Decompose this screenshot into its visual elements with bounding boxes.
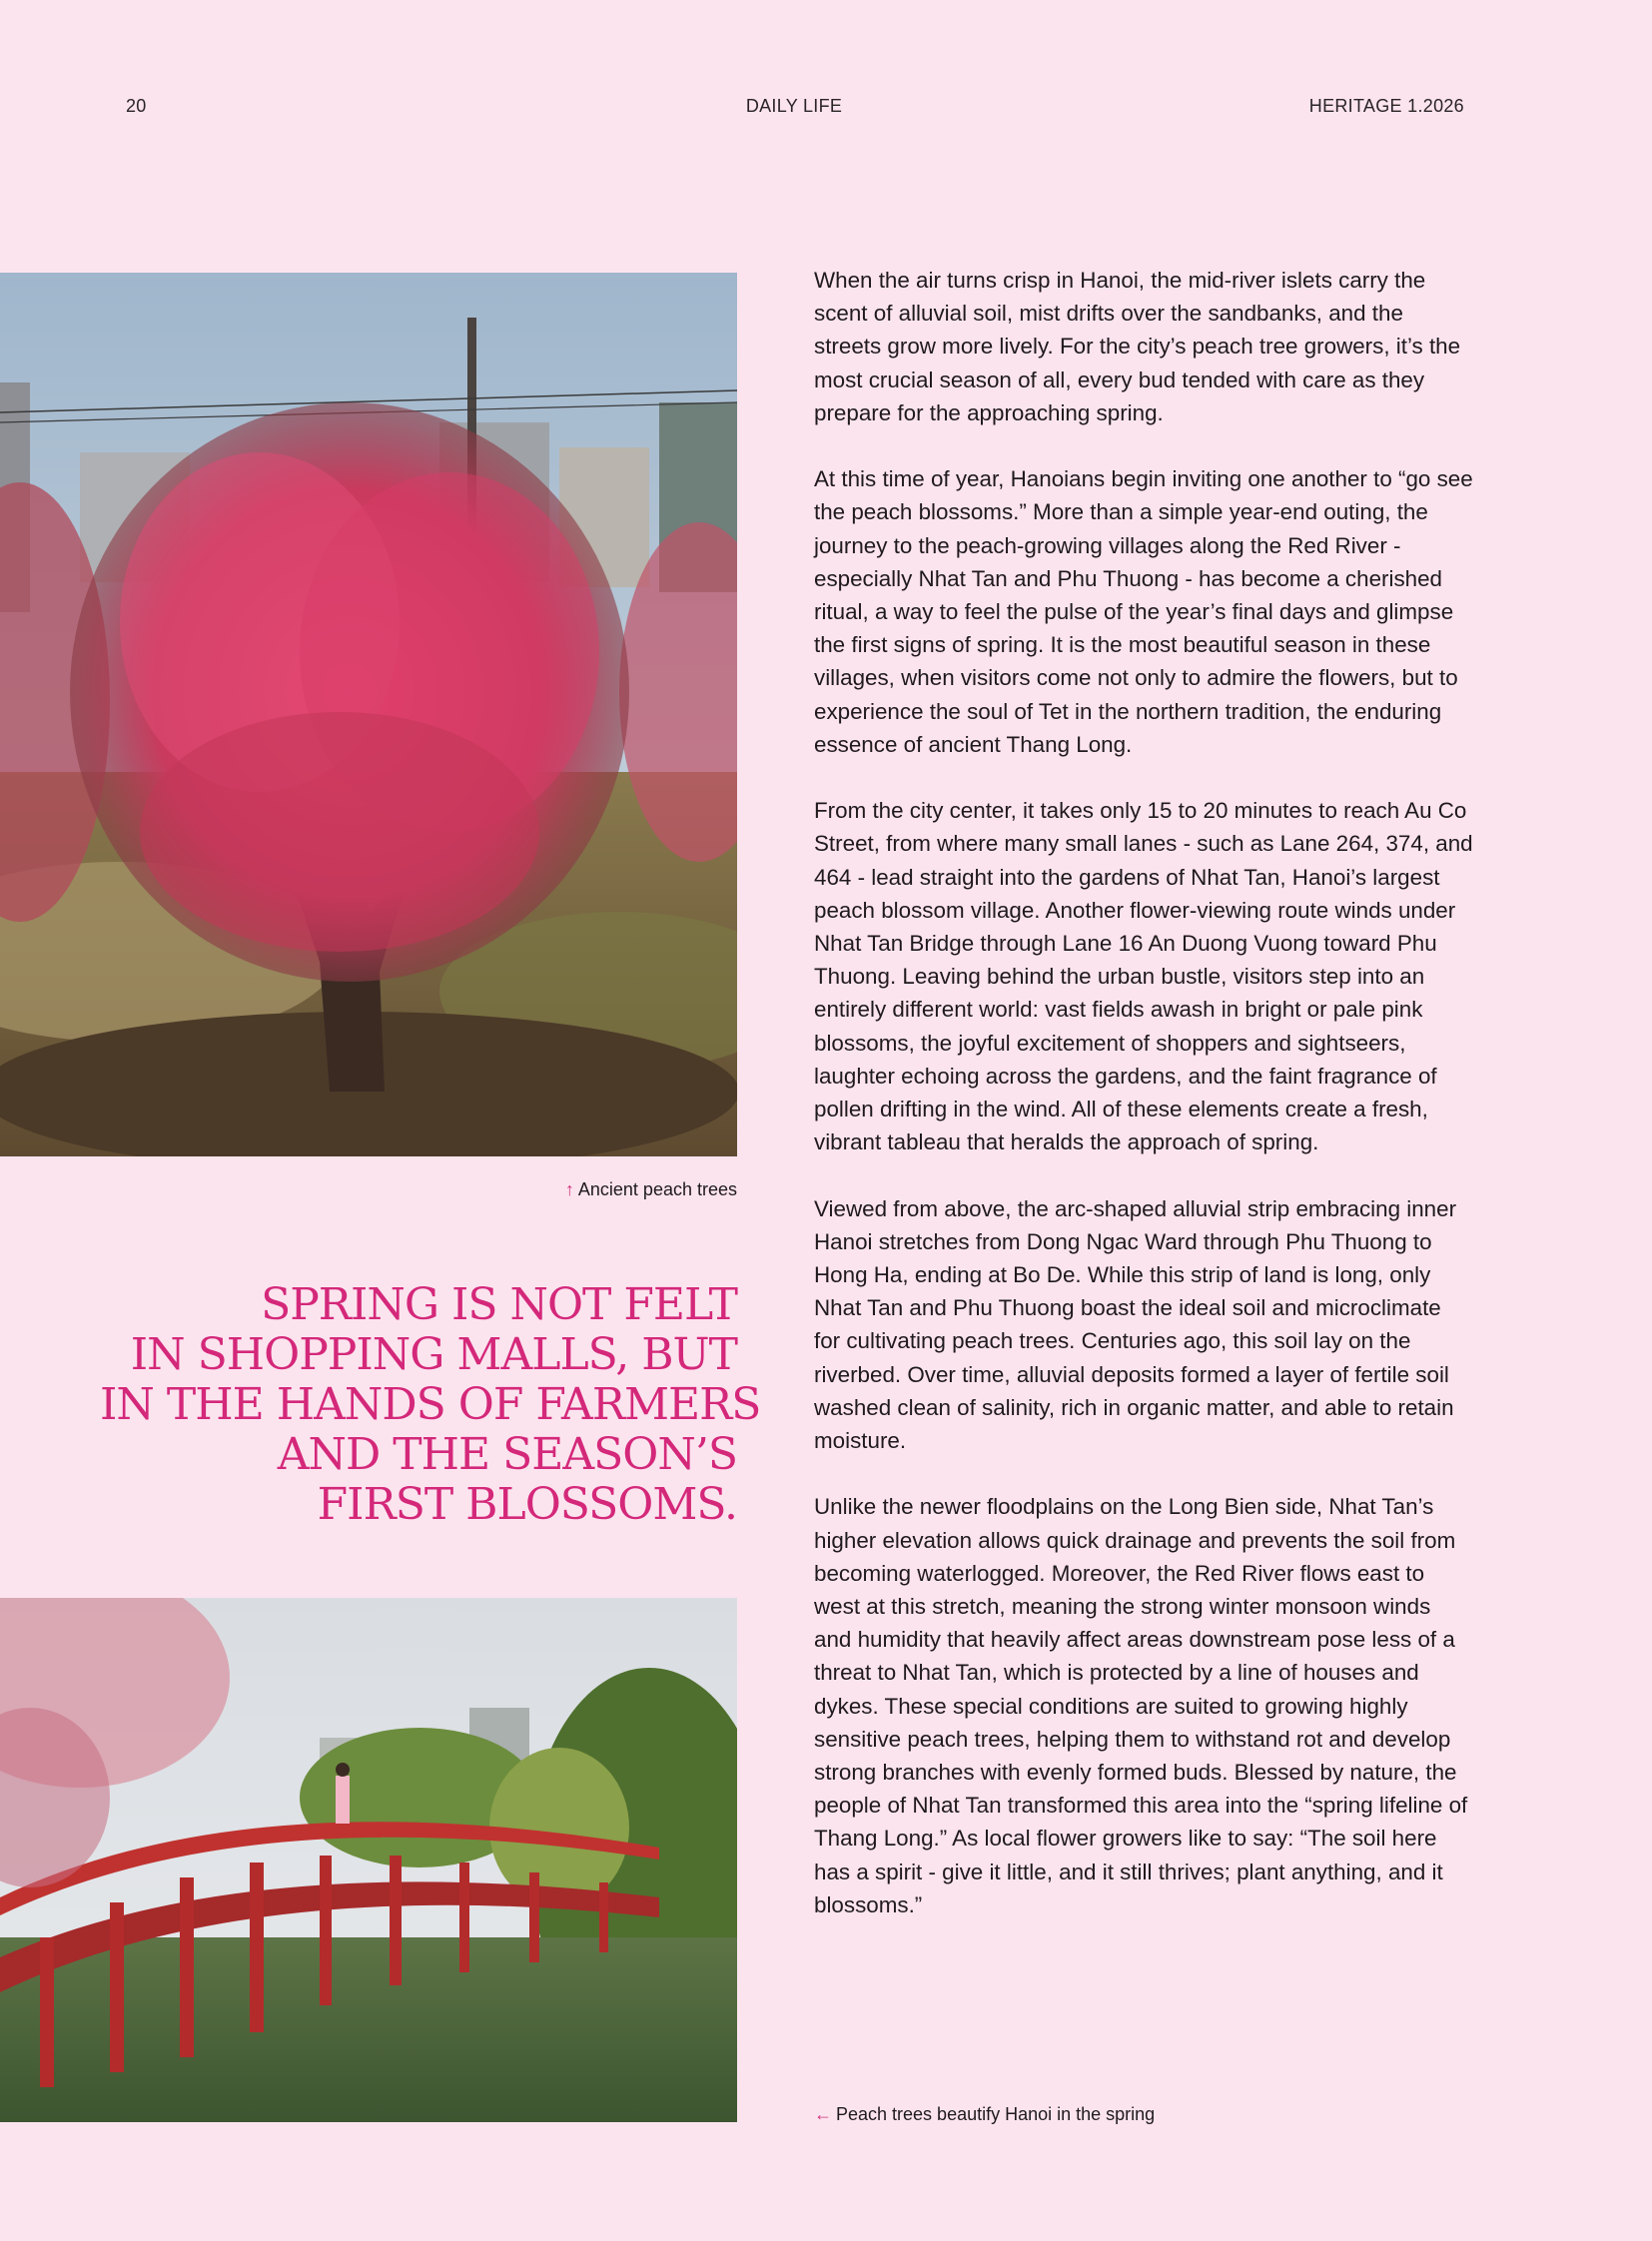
caption-text: Peach trees beautify Hanoi in the spring — [836, 2104, 1156, 2124]
arrow-up-icon: ↑ — [564, 1179, 574, 1199]
photo-caption-top — [565, 1179, 737, 1200]
pull-quote-line: IN SHOPPING MALLS, BUT — [130, 1329, 737, 1380]
article-body — [814, 264, 1473, 1954]
article-paragraph: At this time of year, Hanoians begin inviting one another to “go see the peach blossoms.” More than a simple year-end outing, the journey to the peach-growing villages along the Red River - especially Nhat Tan and Phu Thuong - has become a cherished ritual, a way to feel the pulse of the year’s final days and glimpse the first signs of spring. It is the most beautiful season in these villages, when visitors come not only to admire the flowers, but to experience the soul of Tet in the northern tradition, the enduring essence of ancient Thang Long. — [814, 466, 1473, 757]
pull-quote-line: FIRST BLOSSOMS. — [317, 1479, 737, 1530]
photo-caption-bottom — [814, 2104, 1155, 2125]
pull-quote-line: IN THE HANDS OF FARMERS — [100, 1379, 761, 1430]
peach-tree-photo — [0, 273, 737, 1156]
page-number: 20 — [126, 96, 147, 116]
article-paragraph: From the city center, it takes only 15 to 20 minutes to reach Au Co Street, from where many small lanes - such as Lane 264, 374, and 464 - lead straight into the gardens of Nhat Tan, Hanoi’s largest peach blossom village. Another flower-viewing route winds under Nhat Tan Bridge through Lane 16 An Duong Vuong toward Phu Thuong. Leaving behind the urban bustle, visitors step into an entirely different world: vast fields awash in bright or pale pink blossoms, the joyful excitement of shoppers and sightseers, laughter echoing across the gardens, and the faint fragrance of pollen drifting in the wind. All of these elements create a fresh, vibrant tableau that heralds the approach of spring. — [814, 798, 1473, 1155]
arrow-left-icon: ← — [814, 2104, 832, 2124]
red-bridge-photo — [0, 1598, 737, 2122]
article-paragraph: When the air turns crisp in Hanoi, the mid-river islets carry the scent of alluvial soil, mist drifts over the sandbanks, and the streets grow more lively. For the city’s peach tree growers, it’s the most crucial season of all, every bud tended with care as they prepare for the approaching spring. — [814, 268, 1461, 425]
caption-text: Ancient peach trees — [577, 1179, 737, 1199]
article-paragraph: Viewed from above, the arc-shaped alluvial strip embracing inner Hanoi stretches from Dong Ngac Ward through Phu Thuong to Hong Ha, ending at Bo De. While this strip of land is long, only Nhat Tan and Phu Thuong boast the ideal soil and microclimate for cultivating peach trees. Centuries ago, this soil lay on the riverbed. Over time, alluvial deposits formed a layer of fertile soil washed clean of salinity, rich in organic matter, and able to retain moisture. — [814, 1195, 1457, 1454]
article-paragraph: Unlike the newer floodplains on the Long Bien side, Nhat Tan’s higher elevation allows quick drainage and prevents the soil from becoming waterlogged. Moreover, the Red River flows east to west at this stretch, meaning the strong winter monsoon winds and humidity that heavily affect areas downstream pose less of a threat to Nhat Tan, which is protected by a line of houses and dykes. These special conditions are suited to growing highly sensitive peach trees, helping them to withstand rot and develop strong branches with evenly formed buds. Blessed by nature, the people of Nhat Tan transformed this area into the “spring lifeline of Thang Long.” As local flower growers like to say: “The soil here has a spirit - give it little, and it still thrives; plant anything, and it blossoms.” — [814, 1494, 1468, 1917]
pull-quote — [100, 1279, 761, 1530]
section-title: DAILY LIFE — [745, 96, 843, 116]
pull-quote-line: SPRING IS NOT FELT — [261, 1279, 737, 1330]
pull-quote-line: AND THE SEASON’S — [277, 1429, 737, 1480]
issue-label: HERITAGE 1.2026 — [1308, 96, 1464, 116]
